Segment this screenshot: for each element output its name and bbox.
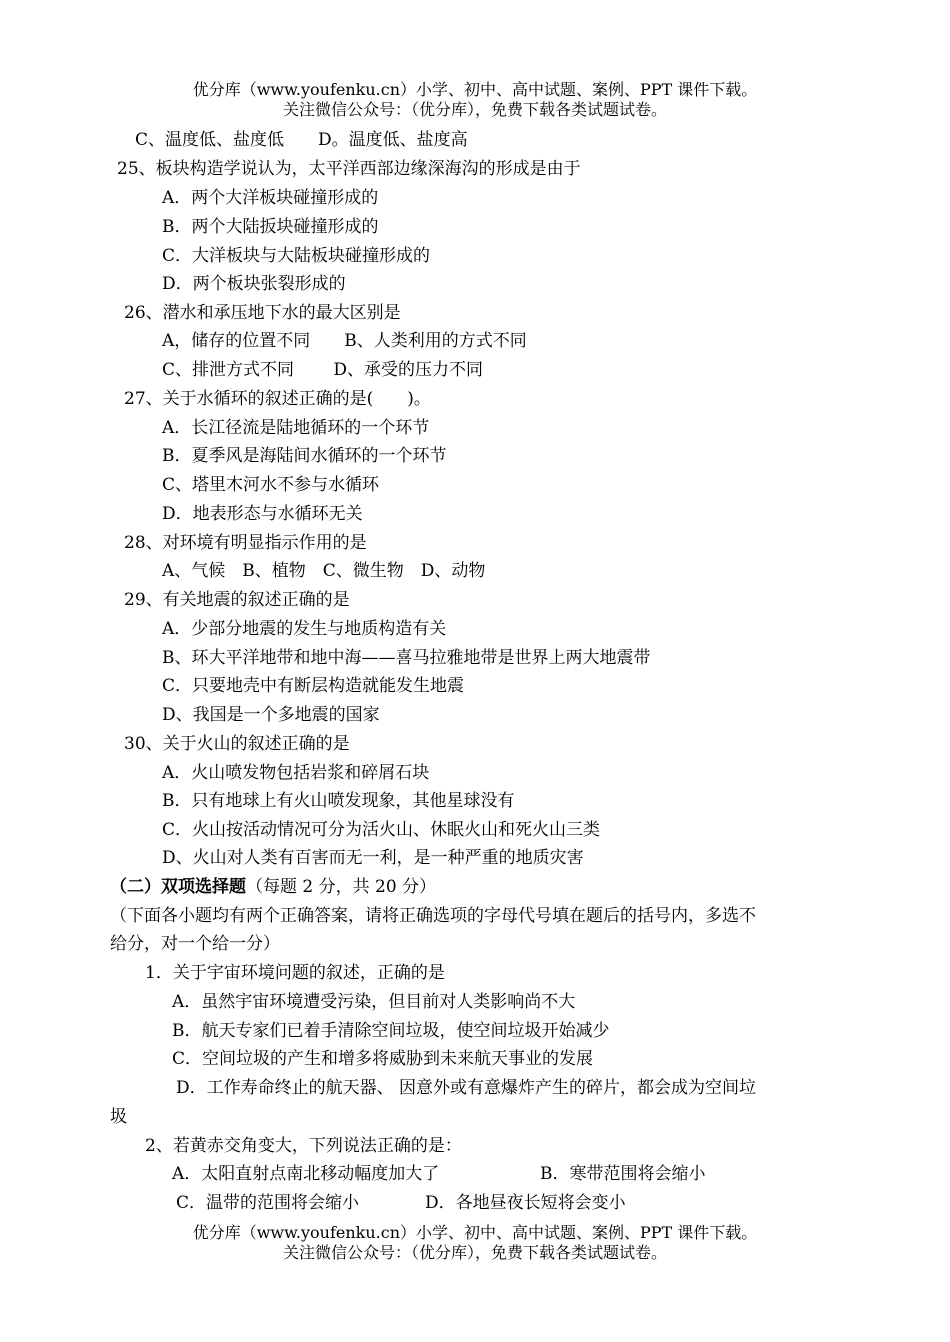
q28-options: A、气候 B、植物 C、微生物 D、动物: [162, 561, 486, 581]
q30-option-d: D、火山对人类有百害而无一利，是一种严重的地质灾害: [162, 848, 584, 868]
q29-option-d: D、我国是一个多地震的国家: [162, 705, 380, 725]
d2-stem: 2、若黄赤交角变大，下列说法正确的是：: [145, 1136, 462, 1156]
section2-score: （每题 2 分，共 20 分）: [246, 877, 437, 897]
q26-stem: 26、潜水和承压地下水的最大区别是: [124, 303, 401, 323]
q25-stem: 25、板块构造学说认为，太平洋西部边缘深海沟的形成是由于: [117, 159, 581, 179]
q25-option-c: C．大洋板块与大陆板块碰撞形成的: [162, 246, 431, 266]
header-line-2: 关注微信公众号：（优分库），免费下载各类试题试卷。: [282, 100, 667, 119]
q25-option-a: A．两个大洋板块碰撞形成的: [162, 188, 379, 208]
q27-option-c: C、塔里木河水不参与水循环: [162, 475, 380, 495]
d1-option-c: C．空间垃圾的产生和增多将威胁到未来航天事业的发展: [172, 1049, 594, 1069]
d1-option-a: A．虽然宇宙环境遭受污染，但目前对人类影响尚不大: [172, 992, 576, 1012]
q25-option-d: D．两个板块张裂形成的: [162, 274, 346, 294]
q28-stem: 28、对环境有明显指示作用的是: [124, 533, 367, 553]
q29-stem: 29、有关地震的叙述正确的是: [124, 590, 350, 610]
q25-option-b: B．两个大陆扳块碰撞形成的: [162, 217, 379, 237]
d2-option-c: C．温带的范围将会缩小: [176, 1193, 360, 1213]
d2-option-d: D．各地昼夜长短将会变小: [425, 1193, 626, 1213]
q27-stem: 27、关于水循环的叙述正确的是( )。: [124, 389, 431, 409]
q30-option-b: B．只有地球上有火山喷发现象，其他星球没有: [162, 791, 515, 811]
d2-option-a: A．太阳直射点南北移动幅度加大了: [172, 1164, 440, 1184]
footer-line-2: 关注微信公众号：（优分库），免费下载各类试题试卷。: [282, 1243, 667, 1262]
q27-option-b: B．夏季风是海陆间水循环的一个环节: [162, 446, 447, 466]
q29-option-b: B、环大平洋地带和地中海——喜马拉雅地带是世界上两大地震带: [162, 648, 651, 668]
d1-option-d-line-2: 圾: [110, 1107, 127, 1127]
q24-options: C、温度低、盐度低 D。温度低、盐度高: [135, 130, 468, 150]
d1-option-b: B．航天专家们已着手清除空间垃圾，使空间垃圾开始减少: [172, 1021, 610, 1041]
q26-options-cd: C、排泄方式不同 D、承受的压力不同: [162, 360, 484, 380]
header-line-1: 优分库（www.youfenku.cn）小学、初中、高中试题、案例、PPT 课件下载。: [192, 80, 758, 99]
section2-instruction-1: （下面各小题均有两个正确答案，请将正确选项的字母代号填在题后的括号内，多选不: [110, 906, 756, 926]
footer-line-1: 优分库（www.youfenku.cn）小学、初中、高中试题、案例、PPT 课件下载。: [192, 1223, 758, 1242]
q26-options-ab: A，储存的位置不同 B、人类利用的方式不同: [162, 331, 527, 351]
q27-option-a: A．长江径流是陆地循环的一个环节: [162, 418, 430, 438]
q29-option-c: C．只要地壳中有断层构造就能发生地震: [162, 676, 465, 696]
q30-option-c: C．火山按活动情况可分为活火山、休眠火山和死火山三类: [162, 820, 601, 840]
section2-instruction-2: 给分，对一个给一分）: [110, 934, 280, 954]
d1-stem: 1．关于宇宙环境问题的叙述，正确的是: [145, 963, 445, 983]
q30-option-a: A．火山喷发物包括岩浆和碎屑石块: [162, 763, 430, 783]
d2-option-b: B．寒带范围将会缩小: [540, 1164, 706, 1184]
d1-option-d-line-1: D．工作寿命终止的航天器、 因意外或有意爆炸产生的碎片，都会成为空间垃: [176, 1078, 757, 1098]
q29-option-a: A．少部分地震的发生与地质构造有关: [162, 619, 447, 639]
section2-title: （二）双项选择题: [110, 877, 246, 897]
q27-option-d: D．地表形态与水循环无关: [162, 504, 363, 524]
q30-stem: 30、关于火山的叙述正确的是: [124, 734, 350, 754]
section2-heading: [110, 875, 436, 899]
